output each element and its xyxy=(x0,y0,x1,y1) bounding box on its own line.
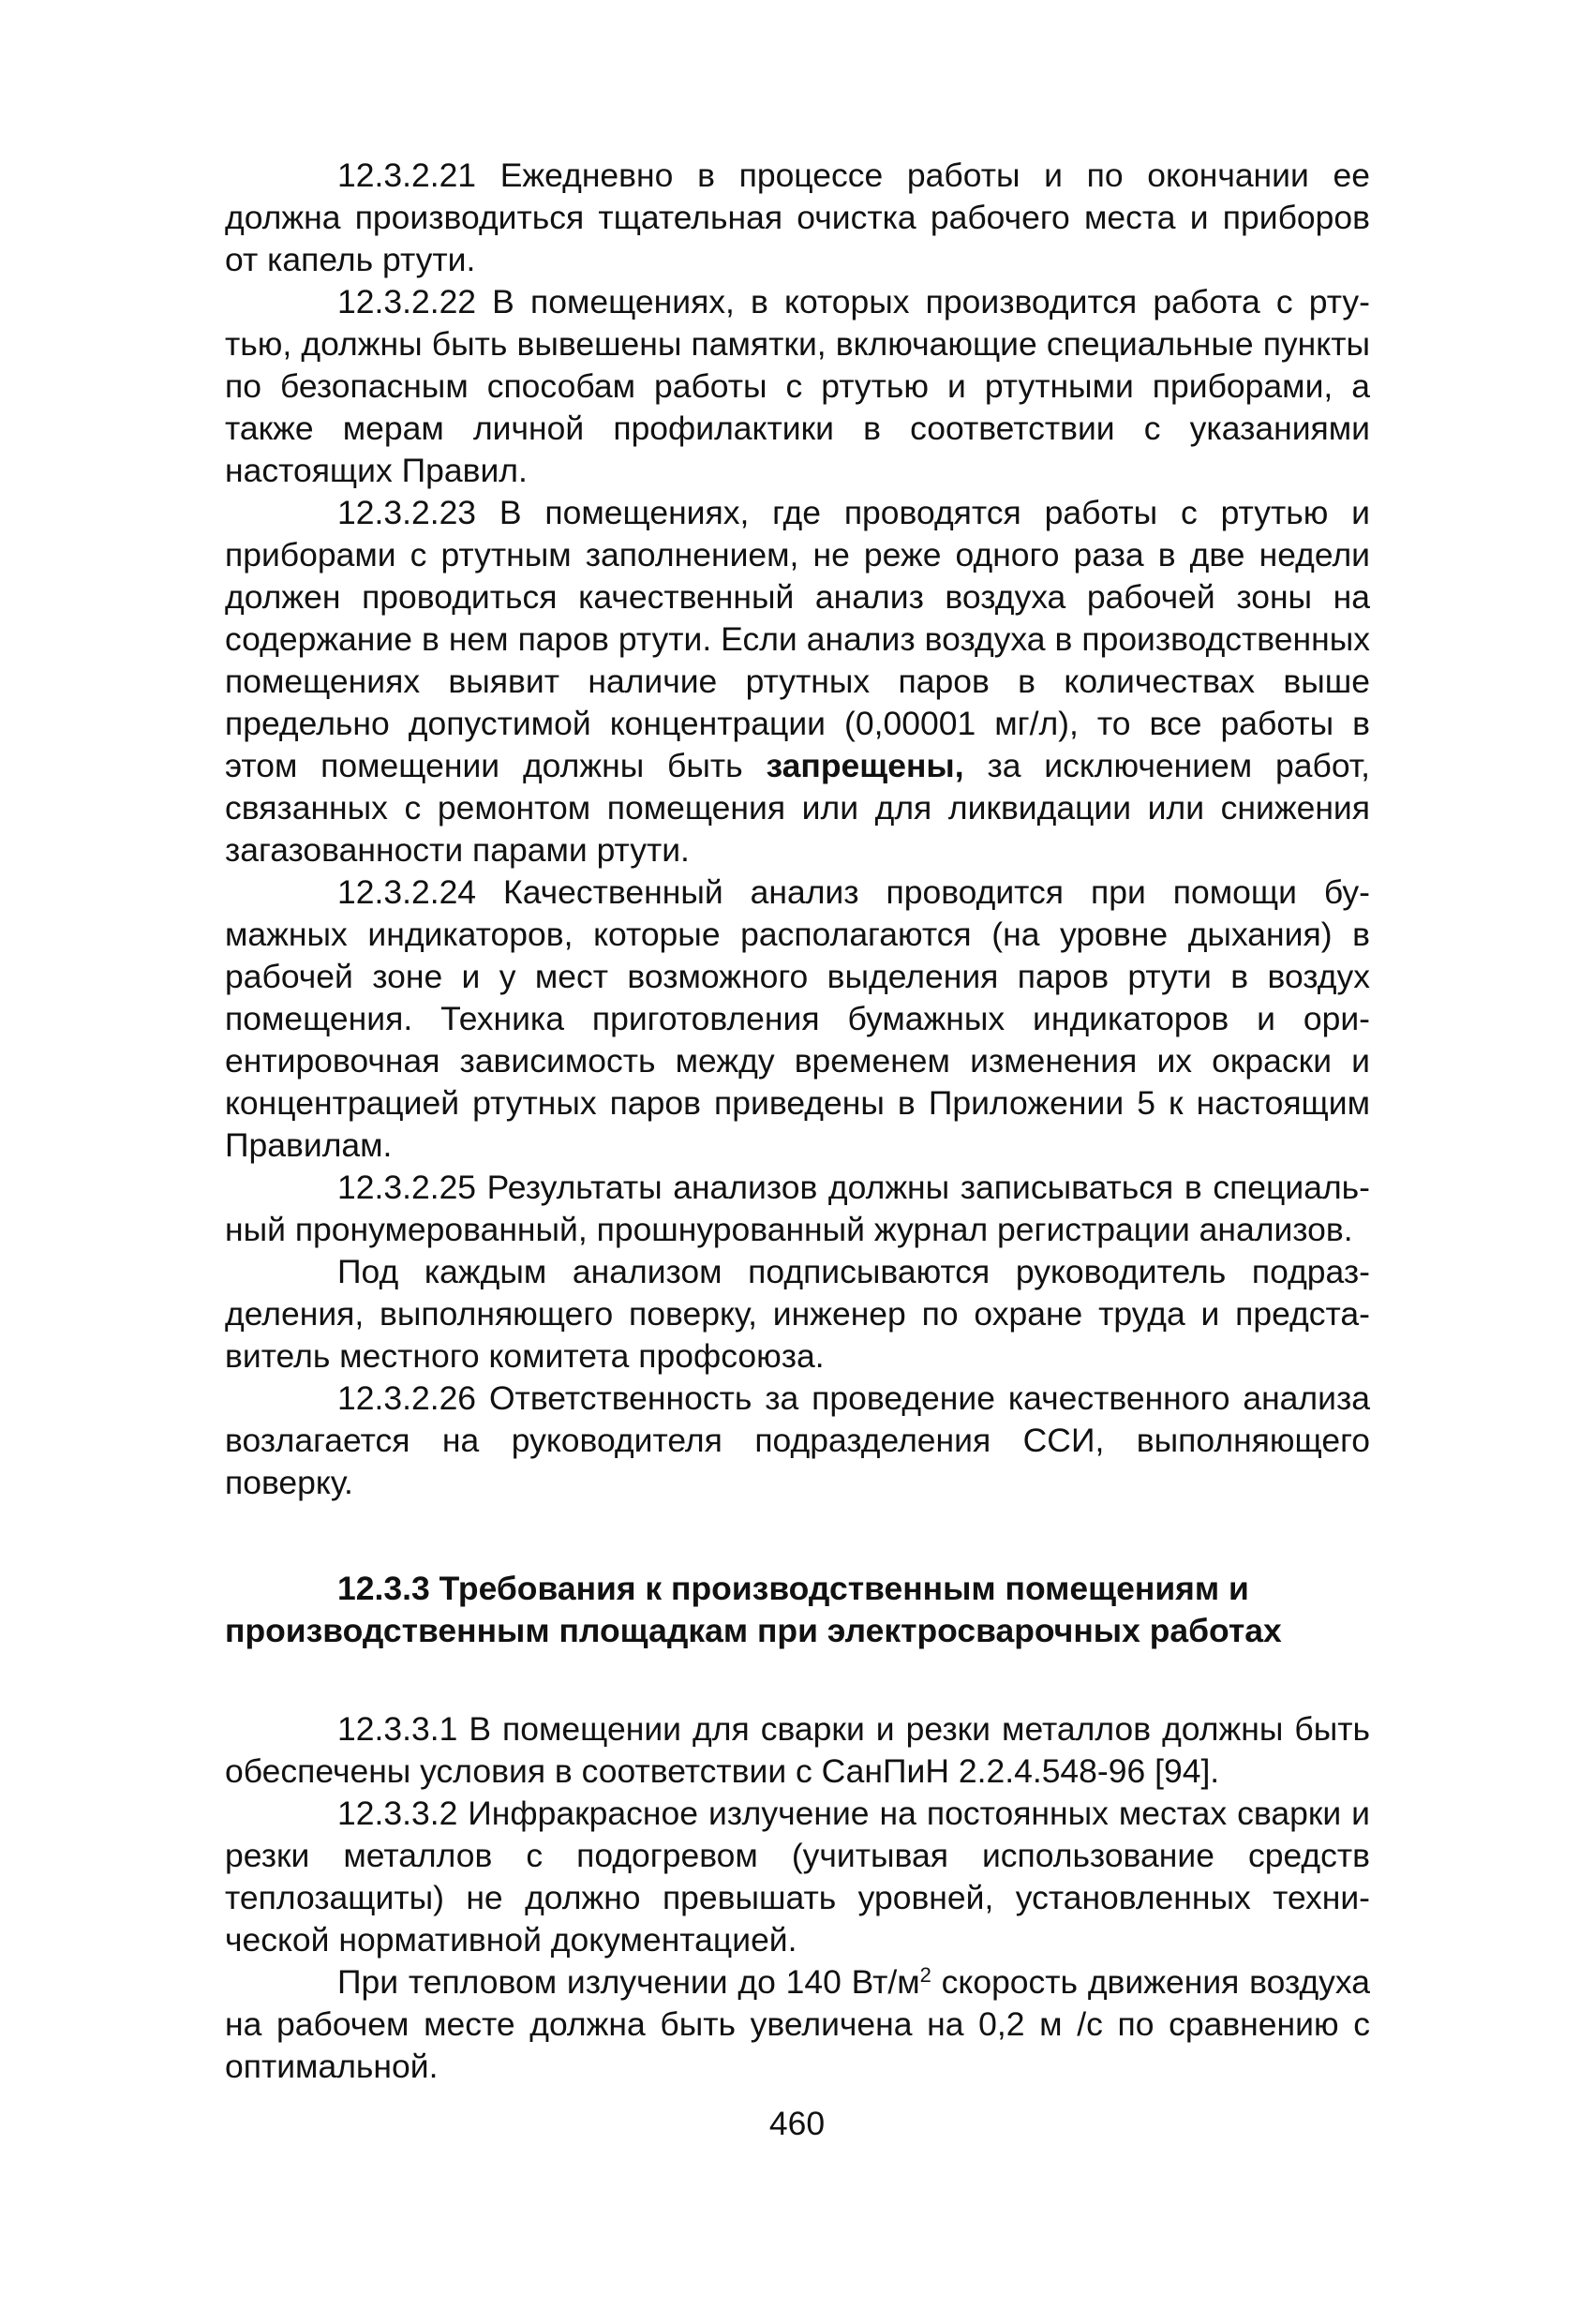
bold-text: запрещены, xyxy=(766,747,964,784)
document-page xyxy=(225,155,1370,2088)
paragraph-text: скорость движения воздуха на рабочем месте должна быть увеличена на 0,2 м /с по сравнению с оптимальной. xyxy=(225,1963,1371,2085)
paragraph-12-3-2-22: 12.3.2.22 В помещениях, в которых производится работа с ртутью, должны быть вывешены памятки, включающие специальные пункты по безопасным способам работы с ртутью и ртутными приборами, а также мерам личной профилактики в соответствии с указаниями настоящих Правил. xyxy=(225,283,1370,489)
paragraph-12-3-2-26: 12.3.2.26 Ответственность за проведение качественного анализа возлагается на руководителя подразделения ССИ, выполняющего поверку. xyxy=(225,1379,1370,1501)
paragraph-12-3-3-2: 12.3.3.2 Инфракрасное излучение на постоянных местах сварки и резки металлов с подогревом (учитывая использование средств теплозащиты) не должно превышать уровней, установленных технической нормативной документацией. xyxy=(225,1795,1370,1959)
heading-line-2: производственным площадкам при электросварочных работах xyxy=(225,1612,1282,1649)
page-number: 460 xyxy=(768,2105,826,2142)
paragraph-text: за исключением работ, связанных с ремонтом помещения или для ликвидации или снижения загазованности парами ртути. xyxy=(225,747,1370,869)
heading-line-1: 12.3.3 Требования к производственным помещениям и xyxy=(337,1570,1249,1607)
paragraph-text: 12.3.2.23 В помещениях, где проводятся работы с ртутью и приборами с ртутным заполнением, не реже одного раза в две недели должен проводиться качественный анализ воздуха рабочей зоны на содержание в нем паров ртути. Если анализ воздуха в производственных помещениях выявит наличие ртутных паров в количествах выше предельно допустимой концентрации (0,00001 мг/л), то все работы в этом помещении должны быть xyxy=(225,494,1370,784)
paragraph-thermal-radiation xyxy=(225,1961,1370,2088)
superscript: 2 xyxy=(919,1962,931,1987)
section-heading-12-3-3 xyxy=(225,1568,1370,1652)
paragraph-text: При тепловом излучении до 140 Вт/м xyxy=(337,1963,920,2001)
paragraph-12-3-2-25: 12.3.2.25 Результаты анализов должны записываться в специальный пронумерованный, прошнурованный журнал регистрации анализов. xyxy=(225,1169,1370,1248)
paragraph-12-3-2-23 xyxy=(225,492,1370,872)
paragraph-12-3-3-1: 12.3.3.1 В помещении для сварки и резки металлов должны быть обеспечены условия в соответствии с СанПиН 2.2.4.548-96 [94]. xyxy=(225,1710,1370,1790)
paragraph-12-3-2-21: 12.3.2.21 Ежедневно в процессе работы и по окончании ее должна производиться тщательная очистка рабочего места и приборов от капель ртути. xyxy=(225,156,1370,278)
paragraph-signatures: Под каждым анализом подписываются руководитель подразделения, выполняющего поверку, инженер по охране труда и представитель местного комитета профсоюза. xyxy=(225,1253,1370,1375)
paragraph-12-3-2-24: 12.3.2.24 Качественный анализ проводится при помощи бумажных индикаторов, которые располагаются (на уровне дыхания) в рабочей зоне и у мест возможного выделения паров ртути в воздух помещения. Техника приготовления бумажных индикаторов и ориентировочная зависимость между временем изменения их окраски и концентрацией ртутных паров приведены в Приложении 5 к настоящим Правилам. xyxy=(225,873,1370,1164)
